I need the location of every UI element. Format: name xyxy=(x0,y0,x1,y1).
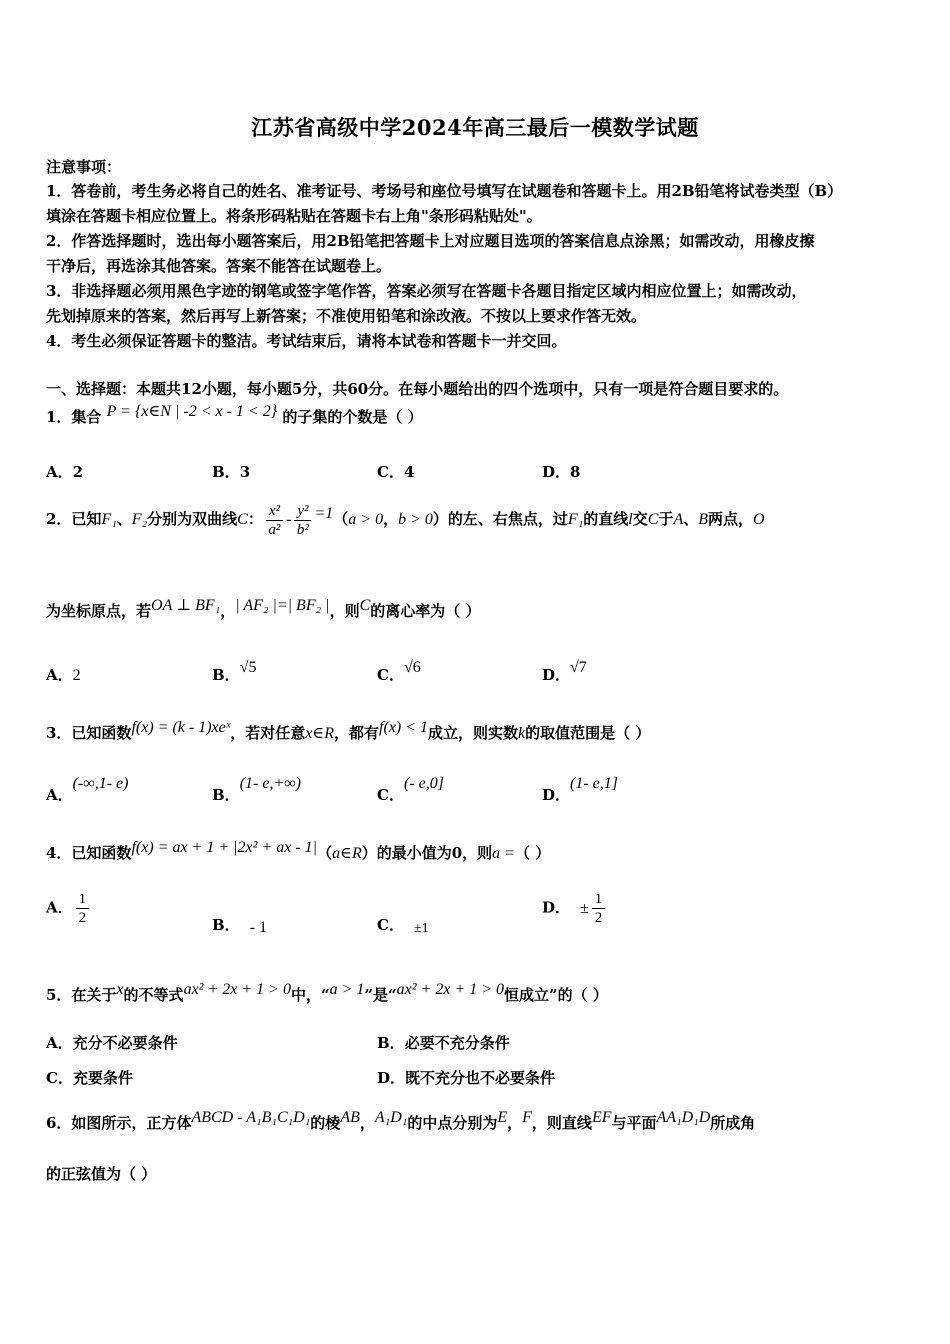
q6-edge-a1d1: A₁D₁ xyxy=(374,1109,408,1126)
option-value: 2 xyxy=(72,463,84,481)
q5-inequality: ax² + 2x + 1 > 0 xyxy=(183,981,291,998)
q2-text: ： xyxy=(247,510,263,528)
numerator: 1 xyxy=(76,890,90,909)
q1-post: 的子集的个数是（ ） xyxy=(282,408,423,426)
option-value: ±1 xyxy=(413,921,429,936)
q2-option-c[interactable] xyxy=(377,656,421,684)
q2-equals-one: =1 xyxy=(314,505,334,522)
section-heading: 一、选择题：本题共12小题，每小题5分，共60分。在每小题给出的四个选项中，只有一项是符合题目要求的。 xyxy=(46,380,789,398)
q2-text: 交 xyxy=(632,510,648,528)
option-value: (1- e,1] xyxy=(570,775,618,792)
q3-inequality: f(x) < 1 xyxy=(379,719,429,736)
q2-text: ， xyxy=(220,602,236,620)
option-label: B． xyxy=(212,463,240,481)
q4-text: 4．已知函数 xyxy=(46,844,132,862)
q3-function: f(x) = (k - 1)xeˣ xyxy=(131,719,231,736)
q2-origin-o: O xyxy=(753,511,765,528)
q5-text: 5．在关于 xyxy=(46,986,117,1004)
notice-line: 1．答卷前，考生务必将自己的姓名、准考证号、考场号和座位号填写在试题卷和答题卡上。用2B铅笔将试卷类型（B） xyxy=(46,182,843,200)
option-label: C． xyxy=(377,916,404,934)
q2-text: ， xyxy=(383,510,399,528)
q2-curve-c: C xyxy=(237,511,248,528)
q5-option-d[interactable] xyxy=(377,1067,555,1088)
numerator: x² xyxy=(266,502,283,521)
notice-heading: 注意事项： xyxy=(46,158,122,176)
q1-option-d[interactable] xyxy=(542,461,580,482)
option-value: (- e,0] xyxy=(403,775,444,792)
option-value: 必要不充分条件 xyxy=(404,1034,510,1052)
option-label: B． xyxy=(212,786,240,804)
question-2-line-1 xyxy=(46,498,765,540)
q5-text: 中，“ xyxy=(290,986,330,1004)
option-label: D． xyxy=(542,666,571,684)
option-value: 充分不必要条件 xyxy=(72,1034,178,1052)
q4-option-d[interactable] xyxy=(542,890,608,927)
q6-text: 与平面 xyxy=(611,1114,657,1132)
q4-option-c[interactable] xyxy=(377,914,429,935)
q1-option-a[interactable] xyxy=(46,461,83,482)
option-value: (-∞,1- e) xyxy=(72,775,129,792)
q6-point-f: F xyxy=(522,1109,532,1126)
q2-option-b[interactable] xyxy=(212,656,257,684)
q2-perpendicular: OA ⊥ BF₁ xyxy=(151,597,221,614)
q6-text: ，则直线 xyxy=(531,1114,592,1132)
q3-text: ，都有 xyxy=(334,724,380,742)
q6-text: 的棱 xyxy=(310,1114,341,1132)
q6-text: 所成角 xyxy=(710,1114,756,1132)
q3-text: 的取值范围是（ ） xyxy=(525,724,651,742)
q2-text: 分别为双曲线 xyxy=(147,510,238,528)
q5-text: 的不等式 xyxy=(123,986,184,1004)
q2-abs-equality: | AF₂ |=| BF₂ | xyxy=(235,597,330,614)
q6-line-ef: EF xyxy=(591,1109,612,1126)
notice-line: 4．考生必须保证答题卡的整洁。考试结束后，请将本试卷和答题卡一并交回。 xyxy=(46,332,567,350)
option-label: D． xyxy=(542,786,571,804)
option-value: (1- e,+∞) xyxy=(239,775,301,792)
q2-option-d[interactable] xyxy=(542,656,587,684)
q6-text: 的中点分别为 xyxy=(407,1114,498,1132)
q4-text: ）的最小值为0，则 xyxy=(361,844,493,862)
option-value: 2 xyxy=(72,667,81,684)
q2-line-l: l xyxy=(628,511,633,528)
q3-option-a[interactable] xyxy=(46,772,129,804)
q2-focus-f2: F₂ xyxy=(131,511,148,528)
q2-text: （ xyxy=(333,510,349,528)
q5-text: ”是“ xyxy=(364,986,397,1004)
q3-option-c[interactable] xyxy=(377,772,444,804)
q4-function: f(x) = ax + 1 + |2x² + ax - 1| xyxy=(131,839,318,856)
q3-text: 3．已知函数 xyxy=(46,724,132,742)
q4-option-b[interactable] xyxy=(212,914,267,935)
numerator: 1 xyxy=(592,890,606,909)
option-label: C． xyxy=(377,463,404,481)
q5-inequality: ax² + 2x + 1 > 0 xyxy=(396,981,505,998)
q2-text: ，则 xyxy=(329,602,360,620)
q1-option-b[interactable] xyxy=(212,461,250,482)
q2-cond-a: a > 0 xyxy=(348,511,384,528)
option-label: B． xyxy=(212,916,240,934)
q6-text: 6．如图所示，正方体 xyxy=(46,1114,192,1132)
q6-cube: ABCD - A₁B₁C₁D₁ xyxy=(191,1109,311,1126)
question-6-line-1 xyxy=(46,1109,756,1133)
option-label: D． xyxy=(377,1069,406,1087)
option-value: √6 xyxy=(403,659,421,676)
option-value: 8 xyxy=(570,463,581,481)
option-label: A． xyxy=(46,1034,73,1052)
q2-curve-c: C xyxy=(359,597,371,614)
notice-line: 干净后，再选涂其他答案。答案不能答在试题卷上。 xyxy=(46,257,392,275)
q5-condition: a > 1 xyxy=(329,981,365,998)
option-label: A． xyxy=(46,786,73,804)
q2-option-a[interactable] xyxy=(46,664,81,685)
option-label: B． xyxy=(212,666,240,684)
q2-text: 的离心率为（ ） xyxy=(370,602,481,620)
q6-text: ， xyxy=(507,1114,523,1132)
denominator: b² xyxy=(296,521,309,538)
question-2-line-2 xyxy=(46,597,481,621)
option-label: A． xyxy=(46,666,73,684)
option-value: - 1 xyxy=(249,919,268,936)
q6-point-e: E xyxy=(497,1109,508,1126)
q2-text: 、 xyxy=(683,510,699,528)
q2-point-a: A xyxy=(673,511,684,528)
option-value: √5 xyxy=(239,659,257,676)
q3-option-b[interactable] xyxy=(212,772,301,804)
question-3 xyxy=(46,719,651,743)
denominator: 2 xyxy=(594,910,603,926)
q1-option-c[interactable] xyxy=(377,461,414,482)
option-value: 3 xyxy=(239,463,251,481)
option-value: 充要条件 xyxy=(72,1069,133,1087)
option-value: √7 xyxy=(570,659,587,676)
q2-curve-c: C xyxy=(647,511,659,528)
option-label: C． xyxy=(377,786,404,804)
q2-minus: - xyxy=(286,511,292,528)
q5-option-b[interactable] xyxy=(377,1032,510,1053)
q4-option-a[interactable] xyxy=(46,890,92,927)
q4-a-equals: a = xyxy=(492,845,515,862)
question-4 xyxy=(46,839,551,863)
q2-text: ）的左、右焦点，过 xyxy=(432,510,568,528)
q6-edge-ab: AB xyxy=(340,1109,360,1126)
option-value: 4 xyxy=(403,463,415,481)
q1-pre: 1．集合 xyxy=(46,408,102,426)
option-label: B． xyxy=(377,1034,405,1052)
denominator: a² xyxy=(268,521,281,538)
q3-k: k xyxy=(518,725,526,742)
question-6-line-2: 的正弦值为（ ） xyxy=(46,1165,157,1183)
notice-line: 2．作答选择题时，选出每小题答案后，用2B铅笔把答题卡上对应题目选项的答案信息点涂黑；如需改动，用橡皮擦 xyxy=(46,232,815,250)
option-fraction xyxy=(76,890,90,927)
numerator: y² xyxy=(294,502,311,521)
notice-line: 先划掉原来的答案，然后再写上新答案；不准使用铅笔和涂改液。不按以上要求作答无效。 xyxy=(46,307,647,325)
option-label: A． xyxy=(46,463,73,481)
q2-text: 、 xyxy=(116,510,132,528)
q2-text: 两点， xyxy=(708,510,754,528)
q4-text: （ xyxy=(317,844,333,862)
q4-condition: a∈R xyxy=(332,845,362,862)
q5-text: 恒成立”的（ ） xyxy=(504,986,608,1004)
option-label: C． xyxy=(377,666,404,684)
q5-option-c[interactable] xyxy=(46,1067,133,1088)
option-fraction xyxy=(592,890,606,927)
q2-focus-f1: F₁ xyxy=(567,511,584,528)
q6-text: ， xyxy=(359,1114,375,1132)
q2-text: 2．已知 xyxy=(46,510,102,528)
question-5 xyxy=(46,981,608,1005)
option-value: 既不充分也不必要条件 xyxy=(405,1069,556,1087)
q2-text: 的直线 xyxy=(583,510,629,528)
q2-fraction-x xyxy=(266,502,283,539)
denominator: 2 xyxy=(78,910,87,926)
option-label: A． xyxy=(46,898,73,917)
notice-line: 3．非选择题必须用黑色字迹的钢笔或签字笔作答，答案必须写在答题卡各题目指定区域内相应位置上；如需改动， xyxy=(46,282,807,300)
q3-domain: x∈R xyxy=(305,725,334,742)
option-sign: ± xyxy=(580,899,589,917)
q2-focus-f1: F₁ xyxy=(101,511,117,528)
q3-text: ，若对任意 xyxy=(230,724,306,742)
option-label: D． xyxy=(542,463,571,481)
q2-cond-b: b > 0 xyxy=(398,511,433,528)
q4-text: （ ） xyxy=(514,844,551,862)
q2-text: 于 xyxy=(658,510,674,528)
q2-fraction-y xyxy=(294,502,311,539)
q2-point-b: B xyxy=(698,511,709,528)
q2-text: 为坐标原点，若 xyxy=(46,602,152,620)
q6-plane: AA₁D₁D xyxy=(656,1109,711,1126)
option-label: C． xyxy=(46,1069,73,1087)
question-1 xyxy=(46,403,423,427)
q3-text: 成立，则实数 xyxy=(428,724,519,742)
q3-option-d[interactable] xyxy=(542,772,618,804)
q5-x: x xyxy=(116,981,124,998)
q5-option-a[interactable] xyxy=(46,1032,178,1053)
option-label: D． xyxy=(542,898,571,917)
notice-line: 填涂在答题卡相应位置上。将条形码粘贴在答题卡右上角"条形码粘贴处"。 xyxy=(46,207,542,225)
page-title: 江苏省高级中学2024年高三最后一模数学试题 xyxy=(251,115,699,140)
q1-set-expression: P = {x∈N | -2 < x - 1 < 2} xyxy=(106,403,278,420)
